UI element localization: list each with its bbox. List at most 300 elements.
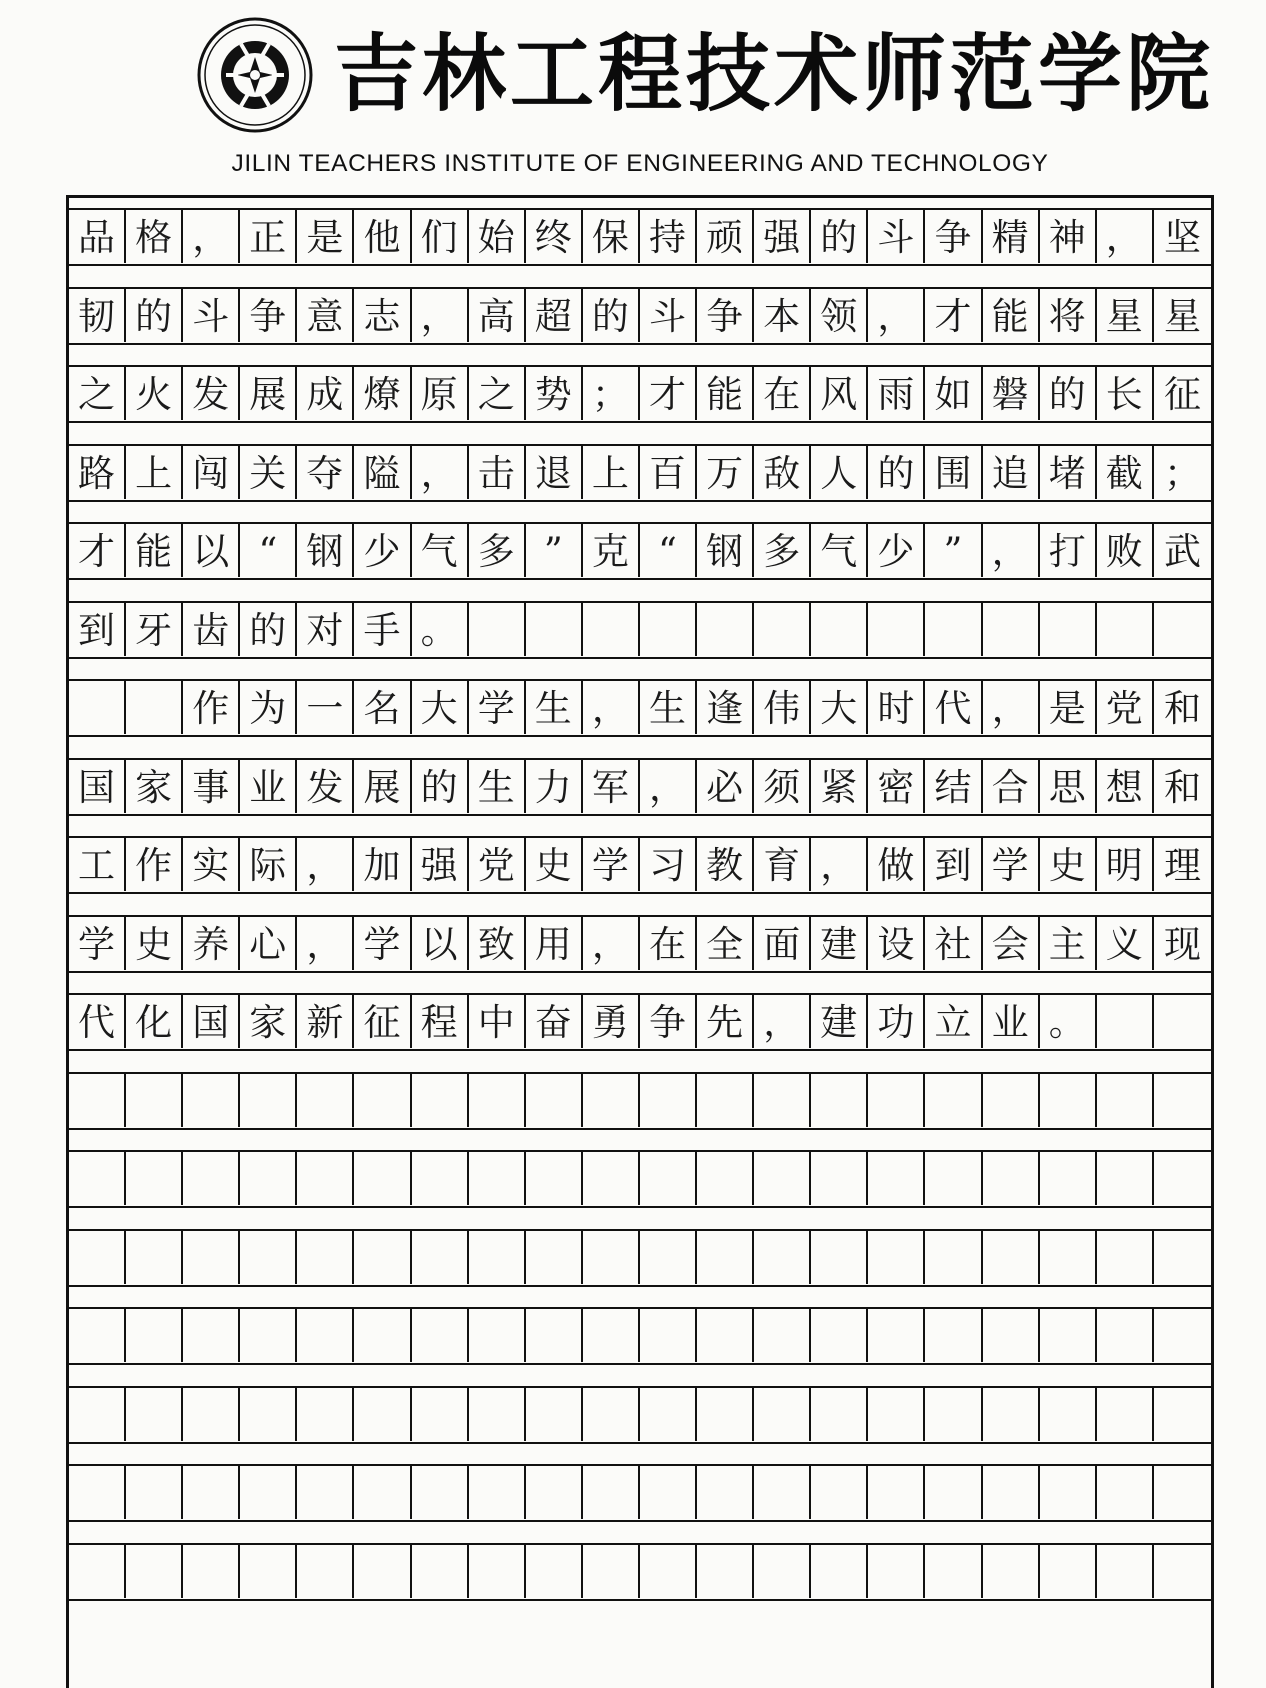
- grid-cell: [1097, 1231, 1154, 1284]
- grid-cell: [983, 1074, 1040, 1127]
- grid-cell: 超: [526, 289, 583, 342]
- grid-cell: 设: [868, 917, 925, 970]
- grid-cell: 多: [469, 524, 526, 577]
- grid-cell: [1040, 1388, 1097, 1441]
- grid-cell: [69, 1231, 126, 1284]
- grid-cell: [355, 1152, 412, 1205]
- grid-cell: [754, 1545, 811, 1598]
- grid-cell: 势: [526, 367, 583, 420]
- grid-cell: ；: [583, 367, 640, 420]
- grid-cell: [640, 603, 697, 656]
- grid-cell: 火: [126, 367, 183, 420]
- grid-cell: [754, 1152, 811, 1205]
- grid-cell: [1154, 1466, 1211, 1519]
- grid-cell: ，: [583, 917, 640, 970]
- grid-cell: 以: [183, 524, 240, 577]
- grid-cell: [69, 1152, 126, 1205]
- school-seal-logo: [196, 16, 314, 134]
- grid-cell: [469, 1388, 526, 1441]
- grid-cell: 志: [355, 289, 412, 342]
- grid-cell: 的: [583, 289, 640, 342]
- grid-cell: 作: [183, 681, 240, 734]
- grid-cell: [697, 1074, 754, 1127]
- grid-cell: 击: [469, 446, 526, 499]
- grid-cell: 的: [412, 760, 469, 813]
- grid-cell: [526, 603, 583, 656]
- grid-cell: [983, 1309, 1040, 1362]
- grid-cell: [811, 1466, 868, 1519]
- grid-cell: 齿: [183, 603, 240, 656]
- grid-row: [69, 208, 1211, 266]
- grid-cell: 韧: [69, 289, 126, 342]
- grid-cell: [926, 1309, 983, 1362]
- grid-cell: 万: [697, 446, 754, 499]
- grid-cell: [126, 1545, 183, 1598]
- grid-cell: [126, 1074, 183, 1127]
- grid-cell: [868, 1074, 925, 1127]
- grid-cell: [926, 1231, 983, 1284]
- grid-cell: 成: [297, 367, 354, 420]
- grid-cell: [868, 1466, 925, 1519]
- grid-cell: 能: [697, 367, 754, 420]
- grid-row: [69, 522, 1211, 580]
- grid-cell: 坚: [1163, 216, 1201, 259]
- grid-cell: [1154, 1074, 1211, 1127]
- grid-cell: 之: [469, 367, 526, 420]
- grid-cell: [297, 1388, 354, 1441]
- grid-cell: ，: [412, 446, 469, 499]
- grid-row: [69, 1464, 1211, 1522]
- grid-cell: [926, 1152, 983, 1205]
- grid-cell: [297, 1231, 354, 1284]
- grid-cell: [640, 1388, 697, 1441]
- grid-cell: 化: [126, 995, 183, 1048]
- grid-cell: [297, 1545, 354, 1598]
- grid-cell: 会: [983, 917, 1040, 970]
- grid-cell: 争: [640, 995, 697, 1048]
- grid-cell: [526, 1231, 583, 1284]
- grid-row: [69, 1543, 1211, 1601]
- grid-cell: [1154, 1152, 1211, 1205]
- grid-cell: 强: [412, 838, 469, 891]
- grid-cell: 理: [1163, 844, 1201, 887]
- grid-cell: 加: [355, 838, 412, 891]
- grid-cell: 生: [469, 760, 526, 813]
- grid-cell: [1097, 1074, 1154, 1127]
- grid-row: [69, 836, 1211, 894]
- school-name-english: JILIN TEACHERS INSTITUTE OF ENGINEERING AND TECHNOLOGY: [231, 150, 1049, 177]
- grid-cell: 习: [640, 838, 697, 891]
- grid-cell: 史: [526, 838, 583, 891]
- grid-cell: 家: [240, 995, 297, 1048]
- grid-cell: 现: [1163, 922, 1201, 966]
- grid-cell: 保: [583, 210, 640, 263]
- grid-cell: 原: [412, 367, 469, 420]
- grid-cell: [983, 1388, 1040, 1441]
- grid-cell: 到: [926, 838, 983, 891]
- grid-cell: 以: [412, 917, 469, 970]
- grid-cell: 钢: [297, 524, 354, 577]
- grid-cell: [126, 681, 183, 734]
- grid-cell: 格: [126, 210, 183, 263]
- grid-cell: ，: [183, 210, 240, 263]
- grid-cell: 新: [297, 995, 354, 1048]
- grid-cell: 少: [355, 524, 412, 577]
- grid-row: [69, 758, 1211, 816]
- grid-cell: 追: [983, 446, 1040, 499]
- grid-cell: [583, 603, 640, 656]
- grid-cell: 程: [412, 995, 469, 1048]
- grid-cell: 和: [1163, 765, 1201, 809]
- grid-cell: 强: [754, 210, 811, 263]
- grid-cell: [183, 1074, 240, 1127]
- grid-row: [69, 1150, 1211, 1208]
- grid-cell: “: [640, 524, 697, 577]
- grid-cell: [240, 1309, 297, 1362]
- grid-cell: 逢: [697, 681, 754, 734]
- grid-cell: [1154, 603, 1211, 656]
- grid-cell: 工: [69, 838, 126, 891]
- grid-cell: 业: [240, 760, 297, 813]
- grid-cell: ，: [1097, 210, 1154, 263]
- grid-cell: 敌: [754, 446, 811, 499]
- grid-cell: [640, 1152, 697, 1205]
- grid-cell: [183, 1466, 240, 1519]
- grid-cell: 和: [1163, 687, 1201, 730]
- grid-cell: [868, 1309, 925, 1362]
- grid-cell: [240, 1074, 297, 1127]
- grid-cell: 事: [183, 760, 240, 813]
- grid-cell: 际: [240, 838, 297, 891]
- grid-cell: [412, 1074, 469, 1127]
- grid-cell: [469, 603, 526, 656]
- grid-cell: 代: [69, 995, 126, 1048]
- grid-cell: [697, 603, 754, 656]
- grid-cell: [69, 1388, 126, 1441]
- grid-cell: 星: [1163, 294, 1201, 338]
- grid-cell: [583, 1152, 640, 1205]
- grid-cell: 领: [811, 289, 868, 342]
- grid-cell: 终: [526, 210, 583, 263]
- grid-cell: 多: [754, 524, 811, 577]
- grid-cell: [183, 1152, 240, 1205]
- grid-cell: [1040, 1231, 1097, 1284]
- grid-cell: [1040, 603, 1097, 656]
- grid-cell: [412, 1388, 469, 1441]
- grid-cell: 力: [526, 760, 583, 813]
- grid-cell: 实: [183, 838, 240, 891]
- grid-cell: 思: [1040, 760, 1097, 813]
- grid-cell: 精: [983, 210, 1040, 263]
- grid-cell: 一: [297, 681, 354, 734]
- grid-cell: [640, 1545, 697, 1598]
- grid-cell: [583, 1545, 640, 1598]
- grid-cell: 长: [1097, 367, 1154, 420]
- grid-cell: [240, 1388, 297, 1441]
- grid-cell: 伟: [754, 681, 811, 734]
- grid-cell: 的: [240, 603, 297, 656]
- grid-cell: “: [240, 524, 297, 577]
- grid-cell: [412, 1231, 469, 1284]
- grid-cell: 。: [412, 603, 469, 656]
- grid-cell: [469, 1074, 526, 1127]
- grid-cell: 夺: [297, 446, 354, 499]
- grid-cell: 对: [297, 603, 354, 656]
- grid-cell: [126, 1309, 183, 1362]
- grid-cell: 才: [69, 524, 126, 577]
- grid-cell: [526, 1152, 583, 1205]
- grid-cell: [240, 1466, 297, 1519]
- grid-cell: 牙: [126, 603, 183, 656]
- grid-cell: 国: [183, 995, 240, 1048]
- grid-cell: 打: [1040, 524, 1097, 577]
- grid-cell: [983, 1466, 1040, 1519]
- grid-cell: [697, 1309, 754, 1362]
- grid-cell: [811, 1152, 868, 1205]
- grid-cell: 本: [754, 289, 811, 342]
- grid-row: [69, 1307, 1211, 1365]
- grid-cell: 业: [983, 995, 1040, 1048]
- grid-cell: [811, 1545, 868, 1598]
- grid-cell: 他: [355, 210, 412, 263]
- grid-cell: 品: [69, 210, 126, 263]
- grid-cell: 燎: [355, 367, 412, 420]
- grid-cell: 到: [69, 603, 126, 656]
- grid-cell: [868, 1388, 925, 1441]
- grid-cell: 才: [640, 367, 697, 420]
- grid-cell: 顽: [697, 210, 754, 263]
- grid-cell: [754, 1309, 811, 1362]
- grid-cell: 结: [926, 760, 983, 813]
- grid-cell: 生: [526, 681, 583, 734]
- grid-cell: [469, 1152, 526, 1205]
- grid-cell: 须: [754, 760, 811, 813]
- grid-cell: ，: [868, 289, 925, 342]
- grid-cell: [583, 1388, 640, 1441]
- grid-cell: [183, 1231, 240, 1284]
- grid-cell: 紧: [811, 760, 868, 813]
- grid-row: [69, 1072, 1211, 1130]
- grid-cell: 义: [1097, 917, 1154, 970]
- grid-cell: 的: [1040, 367, 1097, 420]
- grid-cell: 路: [69, 446, 126, 499]
- grid-cell: [697, 1152, 754, 1205]
- grid-cell: 代: [926, 681, 983, 734]
- grid-cell: [69, 1466, 126, 1519]
- grid-cell: [526, 1074, 583, 1127]
- grid-cell: [926, 603, 983, 656]
- grid-cell: 克: [583, 524, 640, 577]
- grid-cell: 百: [640, 446, 697, 499]
- grid-cell: 始: [469, 210, 526, 263]
- grid-cell: 星: [1097, 289, 1154, 342]
- grid-cell: 堵: [1040, 446, 1097, 499]
- grid-cell: 风: [811, 367, 868, 420]
- grid-cell: [69, 1545, 126, 1598]
- grid-cell: [697, 1231, 754, 1284]
- grid-cell: 气: [412, 524, 469, 577]
- grid-cell: 意: [297, 289, 354, 342]
- grid-cell: 围: [926, 446, 983, 499]
- grid-cell: 时: [868, 681, 925, 734]
- grid-cell: [640, 1309, 697, 1362]
- grid-cell: [412, 1152, 469, 1205]
- grid-cell: 能: [126, 524, 183, 577]
- grid-cell: 军: [583, 760, 640, 813]
- grid-cell: 作: [126, 838, 183, 891]
- grid-cell: 上: [126, 446, 183, 499]
- grid-cell: 为: [240, 681, 297, 734]
- grid-cell: 中: [469, 995, 526, 1048]
- grid-cell: [355, 1388, 412, 1441]
- grid-cell: [355, 1309, 412, 1362]
- grid-cell: 手: [355, 603, 412, 656]
- grid-cell: [640, 1466, 697, 1519]
- grid-cell: [1040, 1545, 1097, 1598]
- grid-cell: 能: [983, 289, 1040, 342]
- grid-cell: [697, 1388, 754, 1441]
- grid-cell: [697, 1545, 754, 1598]
- grid-cell: 大: [412, 681, 469, 734]
- grid-row: [69, 993, 1211, 1051]
- grid-cell: [126, 1388, 183, 1441]
- grid-cell: 闯: [183, 446, 240, 499]
- grid-cell: 是: [297, 210, 354, 263]
- grid-cell: 致: [469, 917, 526, 970]
- grid-cell: 少: [868, 524, 925, 577]
- grid-cell: 持: [640, 210, 697, 263]
- grid-cell: ，: [412, 289, 469, 342]
- grid-cell: [355, 1231, 412, 1284]
- grid-cell: [240, 1231, 297, 1284]
- grid-cell: [412, 1309, 469, 1362]
- grid-cell: 建: [811, 995, 868, 1048]
- grid-cell: [926, 1545, 983, 1598]
- grid-cell: [754, 603, 811, 656]
- grid-row: [69, 679, 1211, 737]
- grid-cell: [640, 1074, 697, 1127]
- grid-cell: 高: [469, 289, 526, 342]
- grid-cell: [1097, 1309, 1154, 1362]
- grid-cell: 正: [240, 210, 297, 263]
- grid-cell: [583, 1309, 640, 1362]
- grid-cell: 合: [983, 760, 1040, 813]
- grid-cell: 之: [69, 367, 126, 420]
- grid-cell: [754, 1388, 811, 1441]
- grid-cell: 学: [355, 917, 412, 970]
- grid-cell: [811, 603, 868, 656]
- grid-cell: 的: [811, 210, 868, 263]
- grid-cell: 截: [1097, 446, 1154, 499]
- grid-cell: [811, 1388, 868, 1441]
- grid-cell: 钢: [697, 524, 754, 577]
- grid-cell: [868, 1231, 925, 1284]
- grid-cell: 武: [1163, 530, 1201, 573]
- handwriting-grid-sheet: [66, 195, 1214, 1688]
- grid-cell: 养: [183, 917, 240, 970]
- school-name-chinese: 吉林工程技术师范学院: [334, 24, 1215, 123]
- grid-cell: [183, 1388, 240, 1441]
- grid-cell: [926, 1388, 983, 1441]
- grid-cell: 征: [355, 995, 412, 1048]
- grid-cell: ，: [297, 917, 354, 970]
- grid-cell: 在: [754, 367, 811, 420]
- grid-cell: 史: [126, 917, 183, 970]
- grid-cell: 展: [240, 367, 297, 420]
- grid-cell: 做: [868, 838, 925, 891]
- grid-row: [69, 444, 1211, 502]
- grid-cell: [754, 1466, 811, 1519]
- grid-cell: 学: [69, 917, 126, 970]
- grid-cell: [1097, 1152, 1154, 1205]
- grid-cell: [926, 1466, 983, 1519]
- grid-cell: [754, 1074, 811, 1127]
- grid-cell: 心: [240, 917, 297, 970]
- grid-cell: 败: [1097, 524, 1154, 577]
- grid-cell: [297, 1152, 354, 1205]
- grid-cell: [754, 1231, 811, 1284]
- grid-cell: [126, 1466, 183, 1519]
- grid-cell: [126, 1152, 183, 1205]
- grid-cell: [983, 603, 1040, 656]
- grid-cell: 发: [297, 760, 354, 813]
- grid-cell: 才: [926, 289, 983, 342]
- grid-cell: [1154, 1231, 1211, 1284]
- grid-cell: [526, 1388, 583, 1441]
- grid-cell: [926, 1074, 983, 1127]
- grid-cell: 学: [469, 681, 526, 734]
- grid-cell: ”: [926, 524, 983, 577]
- grid-cell: [469, 1309, 526, 1362]
- grid-cell: ，: [583, 681, 640, 734]
- grid-cell: 密: [868, 760, 925, 813]
- grid-cell: [868, 1545, 925, 1598]
- grid-cell: 上: [583, 446, 640, 499]
- grid-cell: [526, 1466, 583, 1519]
- grid-cell: [1040, 1152, 1097, 1205]
- grid-cell: 神: [1040, 210, 1097, 263]
- grid-cell: 勇: [583, 995, 640, 1048]
- grid-cell: 想: [1097, 760, 1154, 813]
- grid-cell: 关: [240, 446, 297, 499]
- grid-cell: ，: [983, 524, 1040, 577]
- grid-cell: 气: [811, 524, 868, 577]
- grid-cell: 如: [926, 367, 983, 420]
- grid-cell: 国: [69, 760, 126, 813]
- grid-cell: 发: [183, 367, 240, 420]
- grid-cell: 育: [754, 838, 811, 891]
- grid-cell: [1097, 995, 1154, 1048]
- grid-cell: 史: [1040, 838, 1097, 891]
- grid-cell: 学: [983, 838, 1040, 891]
- grid-cell: [1097, 1388, 1154, 1441]
- grid-cell: 是: [1040, 681, 1097, 734]
- grid-cell: 先: [697, 995, 754, 1048]
- grid-cell: 社: [926, 917, 983, 970]
- grid-cell: 学: [583, 838, 640, 891]
- grid-cell: 斗: [868, 210, 925, 263]
- grid-cell: [355, 1545, 412, 1598]
- grid-cell: [240, 1152, 297, 1205]
- grid-cell: 斗: [183, 289, 240, 342]
- grid-cell: [640, 1231, 697, 1284]
- grid-cell: 教: [697, 838, 754, 891]
- grid-cell: 将: [1040, 289, 1097, 342]
- grid-cell: [1154, 1388, 1211, 1441]
- grid-cell: [469, 1545, 526, 1598]
- grid-cell: [583, 1466, 640, 1519]
- grid-cell: [811, 1309, 868, 1362]
